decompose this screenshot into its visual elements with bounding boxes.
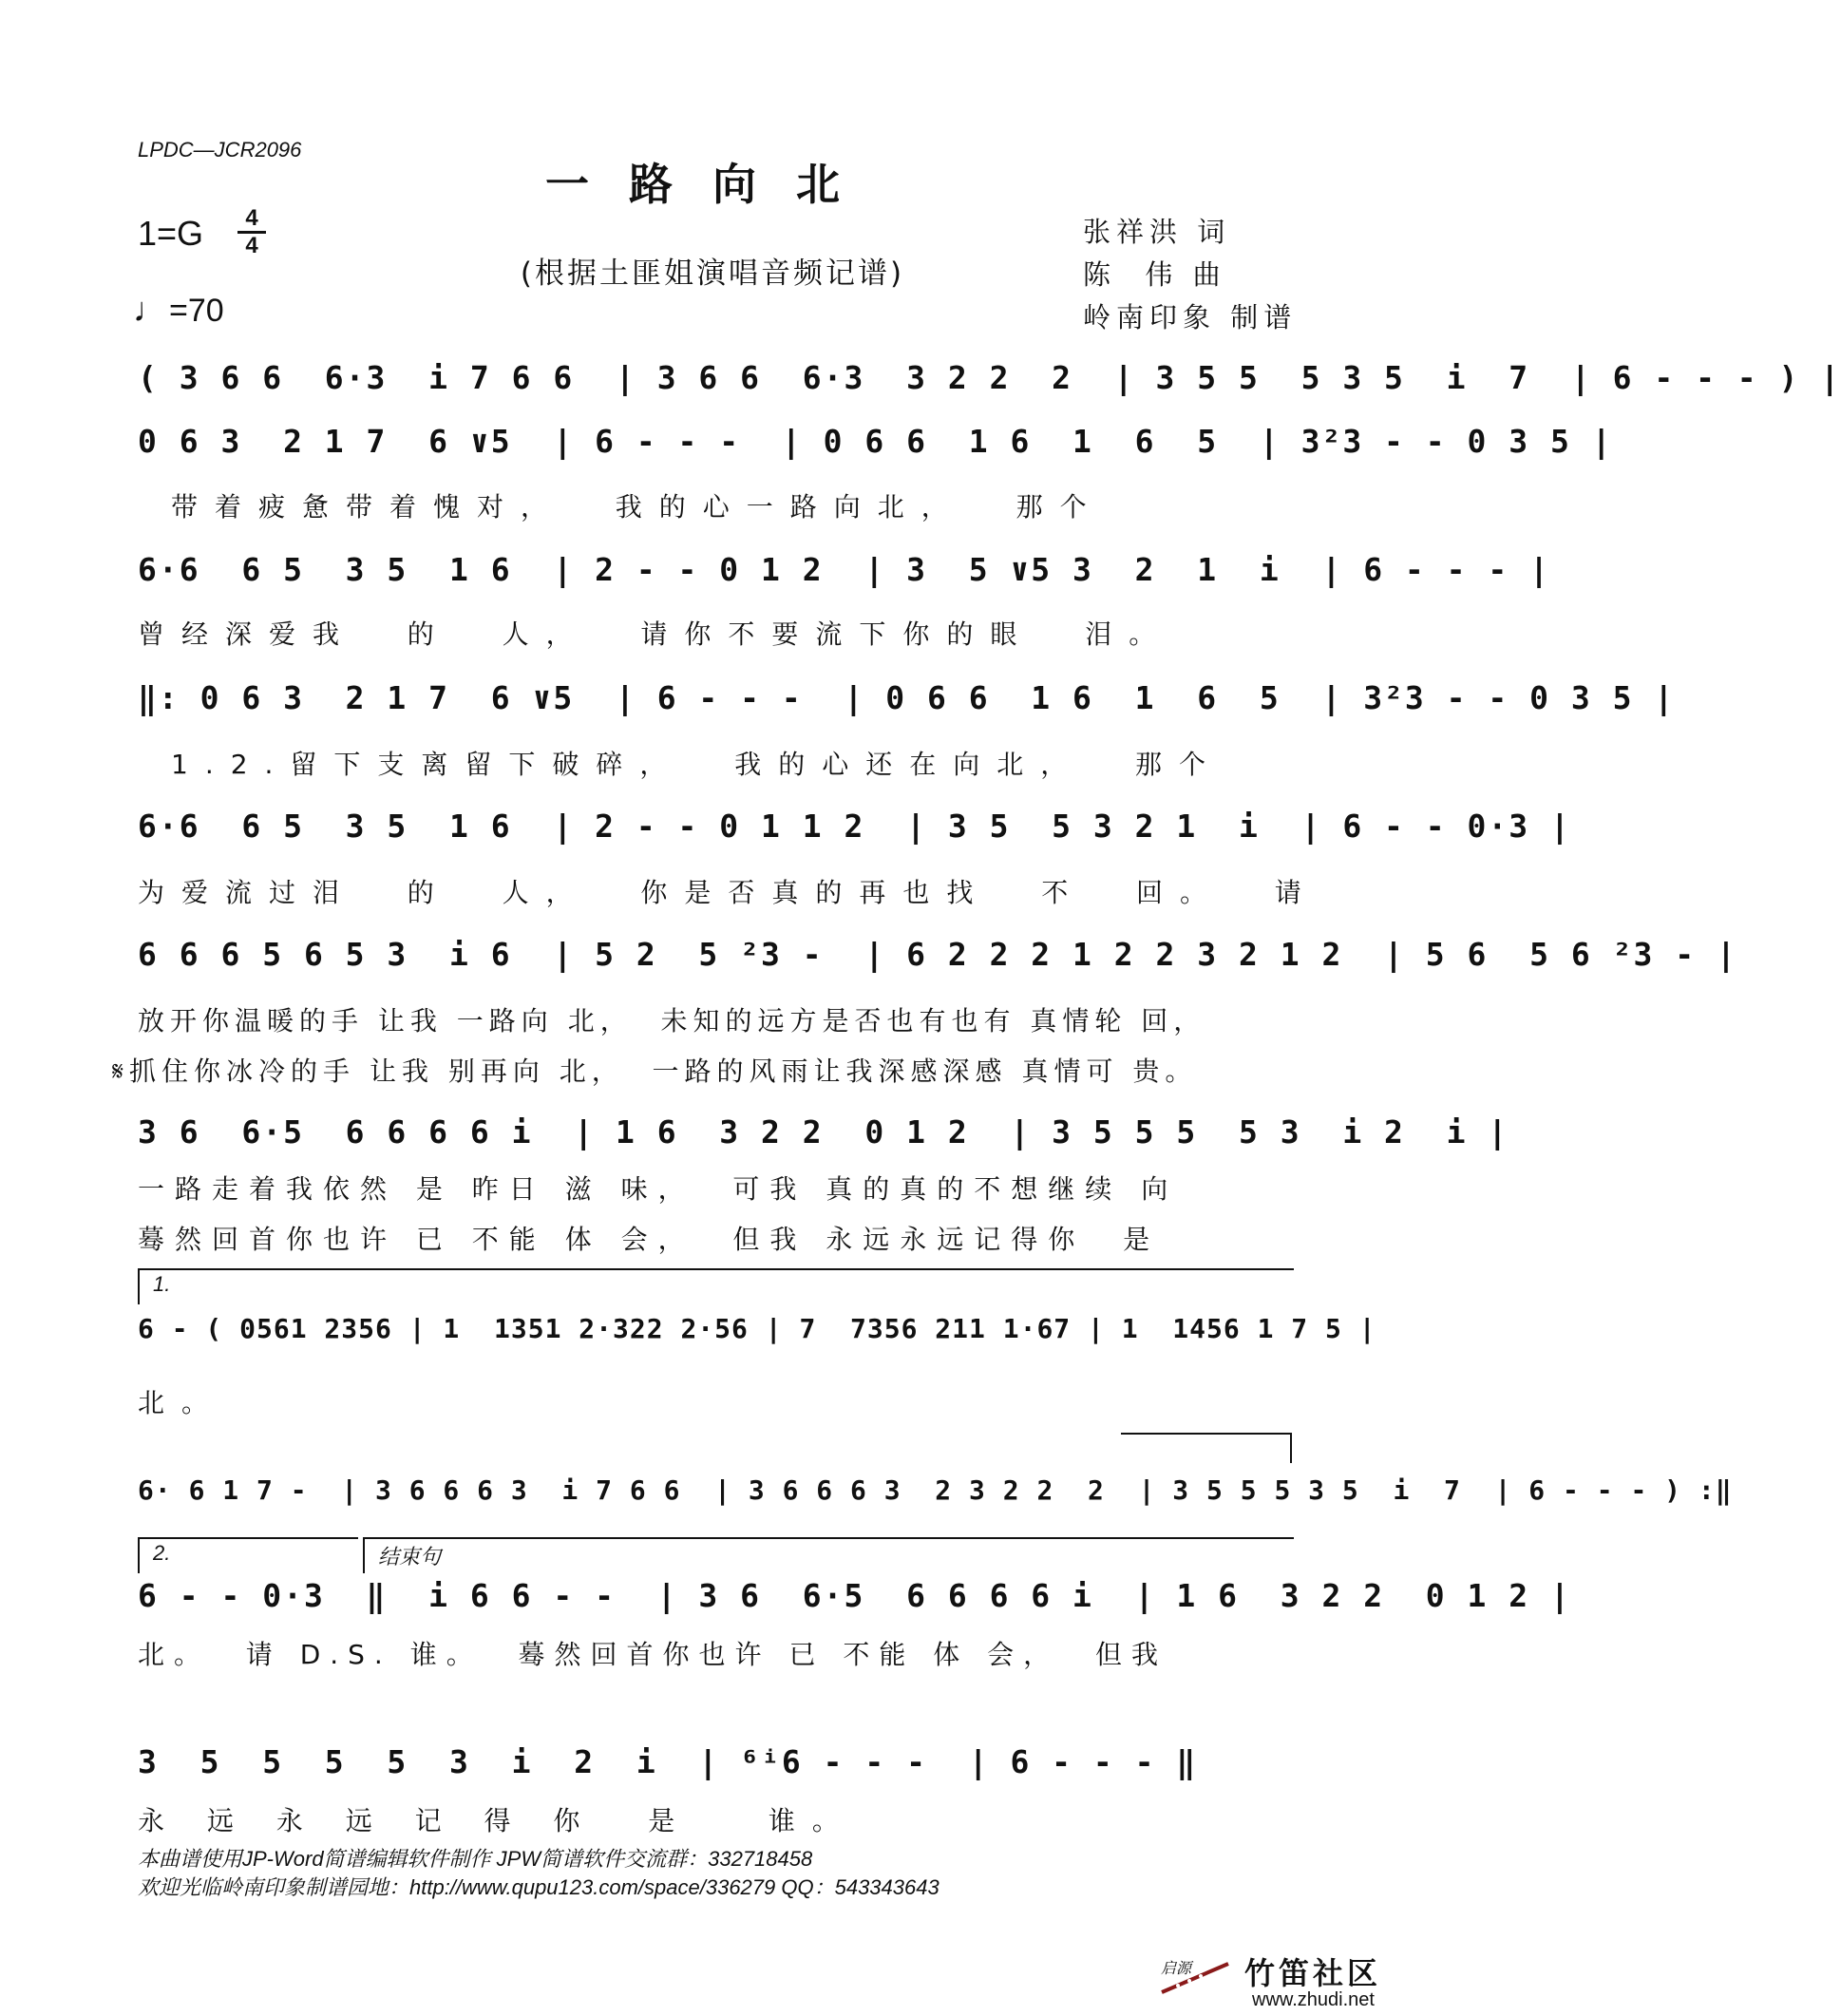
- ending-bracket: [363, 1537, 1294, 1573]
- score-line-7: 3 6 6·5 6 6 6 6 i | 1 6 3 2 2 0 1 2 | 3 5 5 5 5 3 i 2 i |: [138, 1113, 1509, 1151]
- score-line-3: 6·6 6 5 3 5 1 6 | 2 - - 0 1 2 | 3 5 ∨5 3 2 1 i | 6 - - - |: [138, 551, 1551, 588]
- arranger: 岭南印象 制谱: [1083, 301, 1298, 333]
- watermark-small: 启源: [1161, 1959, 1192, 1977]
- time-signature-bottom: 4: [245, 233, 258, 258]
- lyrics-line-2: 带着疲惫带着愧对， 我的心一路向北， 那个: [171, 491, 1104, 523]
- lyrics-line-4: 1.2.留下支离留下破碎， 我的心还在向北， 那个: [171, 749, 1224, 780]
- volta-2: [138, 1537, 358, 1573]
- score-line-8: 6 - ( 0561 2356 | 1 1351 2·322 2·56 | 7 7356 211 1·67 | 1 1456 1 7 5 |: [138, 1313, 1376, 1344]
- song-title: 一路向北: [545, 159, 880, 210]
- lyrics-line-7a: 一路走着我依然 是 昨日 滋 味， 可我 真的真的不想继续 向: [138, 1173, 1179, 1205]
- ending-label: 结束句: [378, 1545, 442, 1569]
- score-line-9: 6· 6 1 7 - | 3 6 6 6 3 i 7 6 6 | 3 6 6 6 3 2 3 2 2 2 | 3 5 5 5 3 5 i 7 | 6 - - - ) :‖: [138, 1474, 1733, 1506]
- volta-1: [138, 1268, 1294, 1304]
- lyrics-line-6a: 放开你温暖的手 让我 一路向 北， 未知的远方是否也有也有 真情轮 回，: [138, 1005, 1206, 1037]
- composer: 陈 伟 曲: [1083, 258, 1226, 291]
- footer-line-1: 本曲谱使用JP-Word简谱编辑软件制作 JPW简谱软件交流群：332718458: [138, 1847, 813, 1871]
- lyrics-line-3: 曾经深爱我 的 人， 请你不要流下你的眼 泪。: [138, 618, 1173, 650]
- subtitle: (根据土匪姐演唱音频记谱): [520, 257, 905, 291]
- watermark-name: 竹笛社区: [1244, 1955, 1382, 1991]
- tempo-marking: [133, 290, 224, 330]
- tempo-value: =70: [169, 293, 224, 329]
- key-signature: 1=G: [138, 214, 204, 253]
- watermark-url: www.zhudi.net: [1252, 1989, 1375, 2010]
- score-code: LPDC—JCR2096: [138, 138, 302, 162]
- score-line-11: 3 5 5 5 5 3 i 2 i | ⁶ⁱ6 - - - | 6 - - - ‖: [138, 1743, 1198, 1780]
- lyrics-line-7b: 蓦然回首你也许 已 不能 体 会， 但我 永远永远记得你 是: [138, 1224, 1161, 1255]
- lyrics-line-6b: 𝄋抓住你冰冷的手 让我 别再向 北， 一路的风雨让我深感深感 真情可 贵。: [112, 1056, 1198, 1087]
- score-line-2: 0 6 3 2 1 7 6 ∨5 | 6 - - - | 0 6 6 1 6 1 6 5 | 3²3 - - 0 3 5 |: [138, 423, 1613, 460]
- lyrics-line-10: 北。 请 D.S. 谁。 蓦然回首你也许 已 不能 体 会， 但我: [138, 1639, 1167, 1670]
- score-line-6: 6 6 6 5 6 5 3 i 6 | 5 2 5 ²3 - | 6 2 2 2 1 2 2 3 2 1 2 | 5 6 5 6 ²3 - |: [138, 936, 1737, 973]
- score-line-4: ‖: 0 6 3 2 1 7 6 ∨5 | 6 - - - | 0 6 6 1 6 1 6 5 | 3²3 - - 0 3 5 |: [138, 679, 1676, 716]
- score-line-5: 6·6 6 5 3 5 1 6 | 2 - - 0 1 1 2 | 3 5 5 3 2 1 i | 6 - - 0·3 |: [138, 808, 1571, 845]
- volta-1-end: [1121, 1433, 1292, 1463]
- volta-1-label: 1.: [153, 1272, 171, 1296]
- score-line-10: 6 - - 0·3 ‖ i 6 6 - - | 3 6 6·5 6 6 6 6 i | 1 6 3 2 2 0 1 2 |: [138, 1577, 1571, 1614]
- footer-line-2: 欢迎光临岭南印象制谱园地：http://www.qupu123.com/space/336279 QQ：543343643: [138, 1875, 939, 1899]
- score-line-1: ( 3 6 6 6·3 i 7 6 6 | 3 6 6 6·3 3 2 2 2 | 3 5 5 5 3 5 i 7 | 6 - - - ) |: [138, 359, 1841, 396]
- lyricist: 张祥洪 词: [1083, 216, 1231, 248]
- time-signature-top: 4: [245, 205, 258, 231]
- volta-2-label: 2.: [153, 1541, 171, 1565]
- quarter-note-icon: ♩: [133, 290, 167, 329]
- lyrics-line-11: 永 远 永 远 记 得 你 是 谁。: [138, 1805, 856, 1836]
- lyrics-line-5: 为爱流过泪 的 人， 你是否真的再也找 不 回。 请: [138, 877, 1319, 908]
- lyrics-line-8: 北。: [138, 1387, 226, 1418]
- credits: [1083, 211, 1297, 339]
